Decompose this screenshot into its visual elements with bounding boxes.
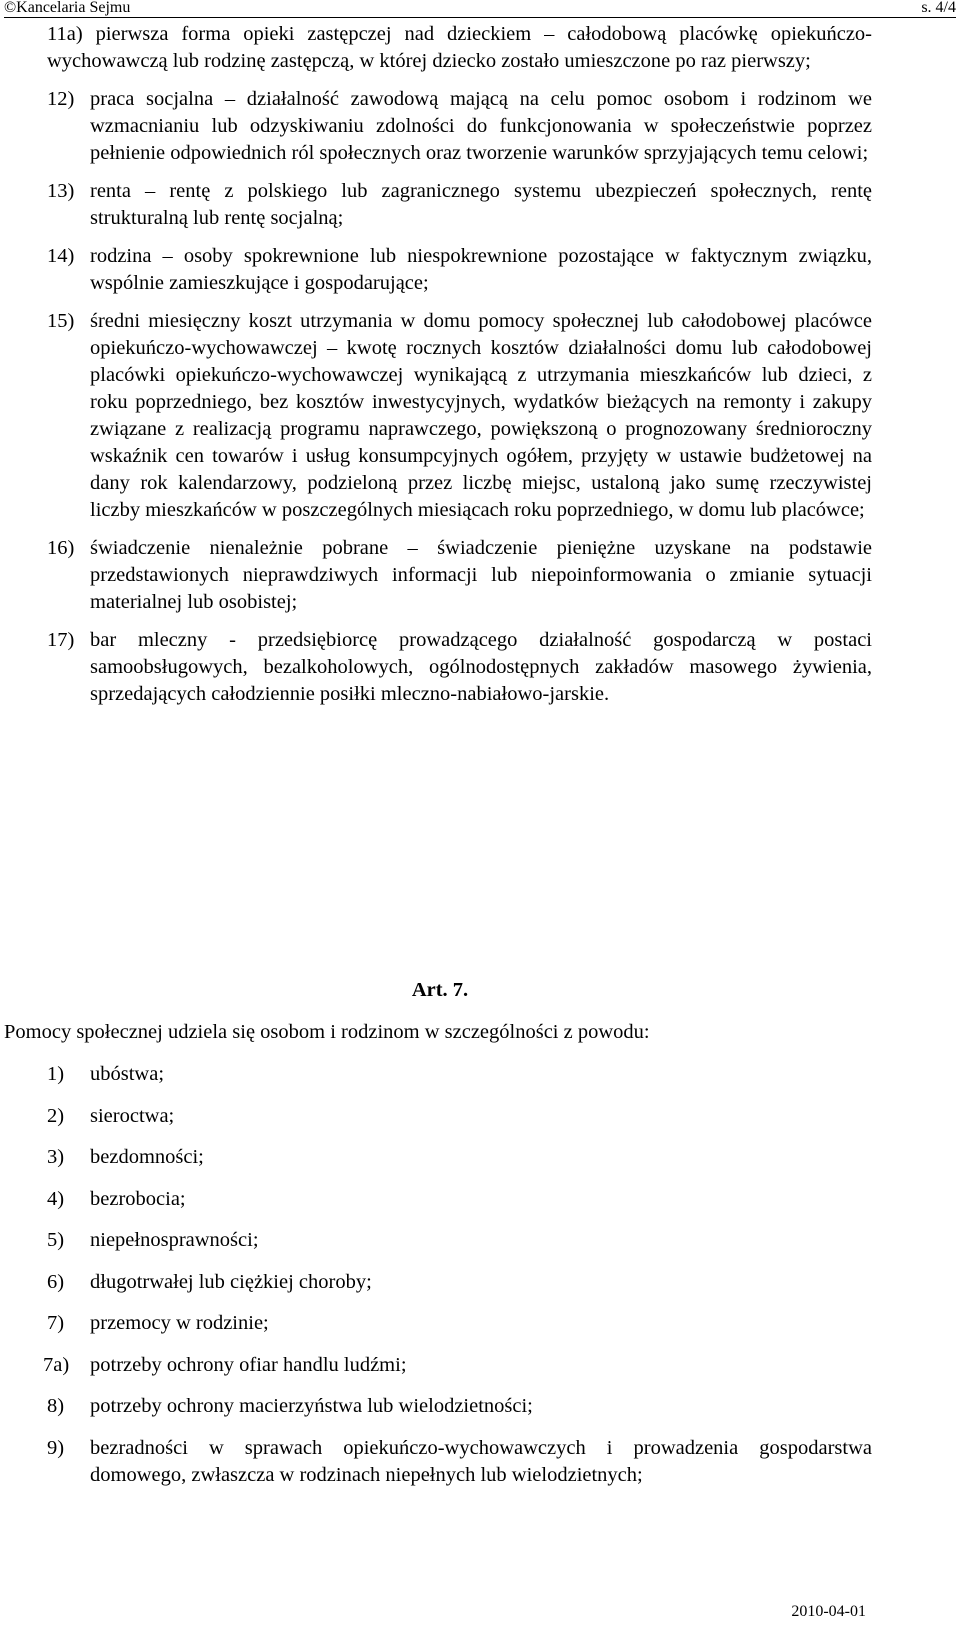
definition-number: 16): [47, 537, 75, 559]
list-item: [43, 1352, 872, 1379]
list-item-number: 7): [47, 1312, 65, 1334]
list-item-text: ubóstwa;: [90, 1063, 165, 1085]
page-header: [4, 0, 956, 18]
definition-text: średni miesięczny koszt utrzymania w domu pomocy społecznej lub całodobowej placówce opiekuńczo-wychowawczej – kwotę rocznych kosztów działalności domu lub całodobowej placówki opiekuńczo-wychowawczej wynikającą z utrzymania mieszkańców lub dzieci, z roku poprzedniego, bez kosztów inwestycyjnych, wydatków bieżących na remonty i zakupy związane z realizacją programu naprawczego, powiększoną o prognozowany średnioroczny wskaźnik cen towarów i usług konsumpcyjnych ogółem, przyjęty w ustawie budżetowej na dany rok kalendarzowy, podzieloną przez liczbę miejsc, ustaloną jako sumę rzeczywistej liczby mieszkańców w poszczególnych miesiącach roku poprzedniego, w domu lub placówce;: [90, 310, 872, 521]
article-items-list: [43, 1061, 872, 1503]
definition-item: [47, 535, 872, 616]
list-item-text: potrzeby ochrony ofiar handlu ludźmi;: [90, 1353, 407, 1376]
definition-text: bar mleczny - przedsiębiorcę prowadzącego działalność gospodarczą w postaci samoobsługowych, bezalkoholowych, ogólnodostępnych zakładów masowego żywienia, sprzedających całodziennie posiłki mleczno-nabiałowo-jarskie.: [90, 629, 872, 705]
definition-text: praca socjalna – działalność zawodową mającą na celu pomoc osobom i rodzinom we wzmacnianiu lub odzyskiwaniu zdolności do funkcjonowania w społeczeństwie poprzez pełnienie odpowiednich ról społecznych oraz tworzenie warunków sprzyjających temu celowi;: [90, 88, 872, 164]
list-item-number: 3): [47, 1146, 65, 1168]
list-item-number: 9): [47, 1436, 65, 1459]
list-item: [47, 1144, 872, 1171]
list-item-text: przemocy w rodzinie;: [90, 1312, 269, 1334]
page-number: s. 4/4: [921, 0, 956, 16]
list-item-number: 5): [47, 1229, 65, 1251]
definition-number: 17): [47, 629, 75, 651]
definition-number: 12): [47, 88, 75, 110]
list-item: [47, 1435, 872, 1489]
definition-text: rodzina – osoby spokrewnione lub niespokrewnione pozostające w faktycznym związku, wspólnie zamieszkujące i gospodarujące;: [90, 245, 872, 294]
list-item: [47, 1393, 872, 1420]
list-item-text: bezrobocia;: [90, 1187, 186, 1210]
definition-item: [47, 86, 872, 167]
list-item-text: sieroctwa;: [90, 1104, 175, 1127]
list-item-number: 2): [47, 1104, 65, 1127]
definition-item: [47, 627, 872, 708]
article-intro: Pomocy społecznej udziela się osobom i rodzinom w szczególności z powodu:: [4, 1021, 650, 1043]
list-item-number: 8): [47, 1395, 65, 1417]
definition-number: 13): [47, 180, 75, 202]
list-item: [47, 1103, 872, 1130]
definition-text: pierwsza forma opieki zastępczej nad dzieckiem – całodobową placówkę opiekuńczo-wychowawczą lub rodzinę zastępczą, w której dziecko zostało umieszczone po raz pierwszy;: [47, 23, 873, 72]
list-item-text: niepełnosprawności;: [90, 1229, 259, 1251]
definition-item: [47, 308, 872, 524]
list-item: [47, 1061, 872, 1088]
list-item-text: potrzeby ochrony macierzyństwa lub wielodzietności;: [90, 1395, 533, 1417]
document-date: 2010-04-01: [791, 1603, 866, 1620]
definition-item: [47, 21, 872, 75]
definition-text: świadczenie nienależnie pobrane – świadczenie pieniężne uzyskane na podstawie przedstawionych nieprawdziwych informacji lub niepoinformowania o zmianie sytuacji materialnej lub osobistej;: [90, 537, 872, 613]
list-item-number: 4): [47, 1187, 65, 1210]
definition-number: 15): [47, 310, 75, 332]
list-item: [47, 1186, 872, 1213]
definitions-list: [47, 21, 872, 708]
definition-number: 14): [47, 245, 75, 267]
list-item-text: bezradności w sprawach opiekuńczo-wychowawczych i prowadzenia gospodarstwa domowego, zwłaszcza w rodzinach niepełnych lub wielodzietnych;: [90, 1436, 872, 1486]
list-item-text: bezdomności;: [90, 1146, 204, 1168]
definition-text: renta – rentę z polskiego lub zagranicznego systemu ubezpieczeń społecznych, rentę strukturalną lub rentę socjalną;: [90, 180, 872, 229]
copyright-label: ©Kancelaria Sejmu: [4, 0, 131, 16]
list-item: [47, 1227, 872, 1254]
definition-item: [47, 243, 872, 297]
list-item-text: długotrwałej lub ciężkiej choroby;: [90, 1270, 372, 1293]
list-item: [47, 1269, 872, 1296]
article-title: Art. 7.: [411, 979, 469, 1001]
list-item: [47, 1310, 872, 1337]
list-item-number: 7a): [43, 1353, 70, 1376]
list-item-number: 1): [47, 1063, 65, 1085]
list-item-number: 6): [47, 1270, 65, 1293]
definition-number: 11a): [47, 23, 83, 45]
definition-item: [47, 178, 872, 232]
